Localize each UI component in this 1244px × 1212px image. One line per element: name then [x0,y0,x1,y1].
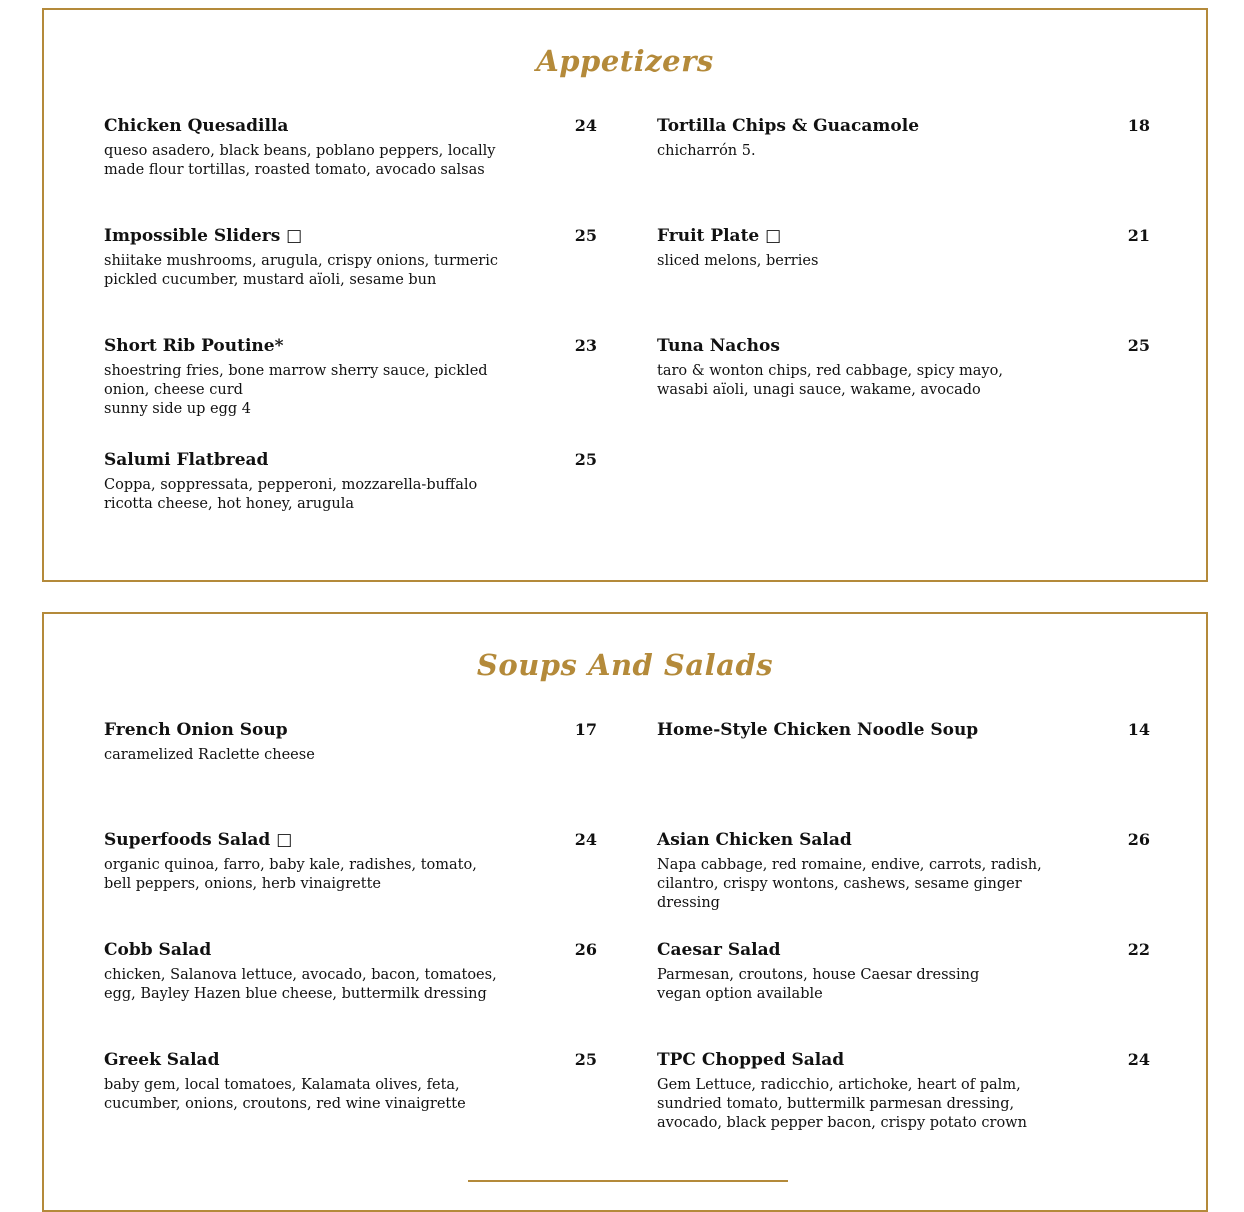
item-name: Superfoods Salad □ [104,830,293,850]
item-name: Impossible Sliders □ [104,226,303,246]
menu-item [657,116,1150,161]
item-price: 18 [1127,116,1150,135]
item-description: queso asadero, black beans, poblano peppers, locally made flour tortillas, roasted tomato, avocado salsas [104,143,496,178]
item-name: French Onion Soup [104,720,288,740]
item-price: 25 [574,450,597,469]
item-description: organic quinoa, farro, baby kale, radishes, tomato, bell peppers, onions, herb vinaigrette [104,857,477,892]
item-price: 24 [574,116,597,135]
item-price: 25 [1127,336,1150,355]
item-price: 25 [574,1050,597,1069]
menu-item [104,830,597,894]
item-description: Coppa, soppressata, pepperoni, mozzarella-buffalo ricotta cheese, hot honey, arugula [104,477,478,512]
item-name: TPC Chopped Salad [657,1050,845,1070]
item-price: 26 [574,940,597,959]
item-price: 24 [1127,1050,1150,1069]
menu-item [657,940,1150,1004]
item-description: shoestring fries, bone marrow sherry sauce, pickled onion, cheese curd sunny side up egg 4 [104,363,488,417]
item-price: 24 [574,830,597,849]
item-description: chicken, Salanova lettuce, avocado, bacon, tomatoes, egg, Bayley Hazen blue cheese, buttermilk dressing [104,967,497,1002]
menu-item [657,1050,1150,1133]
item-price: 26 [1127,830,1150,849]
item-name: Greek Salad [104,1050,220,1070]
appetizers-section [42,8,1208,582]
menu-item [657,720,1150,746]
menu-item [104,1050,597,1114]
item-name: Tuna Nachos [657,336,780,356]
menu-item [104,116,597,180]
section-divider [468,1180,788,1182]
item-description: Parmesan, croutons, house Caesar dressing vegan option available [657,967,980,1002]
menu-item [104,720,597,765]
menu-item [104,940,597,1004]
item-description: chicharrón 5. [657,143,756,159]
menu-item [657,226,1150,271]
item-description: sliced melons, berries [657,253,819,269]
menu-item [657,336,1150,400]
item-description: Gem Lettuce, radicchio, artichoke, heart of palm, sundried tomato, buttermilk parmesan dressing, avocado, black pepper bacon, crispy potato crown [657,1077,1027,1131]
menu-item [104,450,597,514]
item-name: Short Rib Poutine* [104,336,284,356]
item-price: 22 [1127,940,1150,959]
item-name: Fruit Plate □ [657,226,782,246]
item-price: 14 [1127,720,1150,739]
soups-salads-section [42,612,1208,1212]
item-description: caramelized Raclette cheese [104,747,315,763]
item-price: 21 [1127,226,1150,245]
menu-item [104,336,597,419]
item-name: Cobb Salad [104,940,212,960]
item-name: Chicken Quesadilla [104,116,289,136]
item-name: Salumi Flatbread [104,450,269,470]
item-description: taro & wonton chips, red cabbage, spicy mayo, wasabi aïoli, unagi sauce, wakame, avocado [657,363,1003,398]
menu-item [104,226,597,290]
item-name: Home-Style Chicken Noodle Soup [657,720,979,740]
item-name: Caesar Salad [657,940,781,960]
item-price: 23 [574,336,597,355]
item-description: baby gem, local tomatoes, Kalamata olives, feta, cucumber, onions, croutons, red wine vinaigrette [104,1077,466,1112]
item-description: shiitake mushrooms, arugula, crispy onions, turmeric pickled cucumber, mustard aïoli, sesame bun [104,253,498,288]
item-name: Asian Chicken Salad [657,830,852,850]
item-price: 25 [574,226,597,245]
section-title: Appetizers [536,44,714,78]
menu-item [657,830,1150,913]
section-title: Soups And Salads [476,648,774,682]
item-price: 17 [574,720,597,739]
item-description: Napa cabbage, red romaine, endive, carrots, radish, cilantro, crispy wontons, cashews, sesame ginger dressing [657,857,1042,911]
item-name: Tortilla Chips & Guacamole [657,116,920,136]
